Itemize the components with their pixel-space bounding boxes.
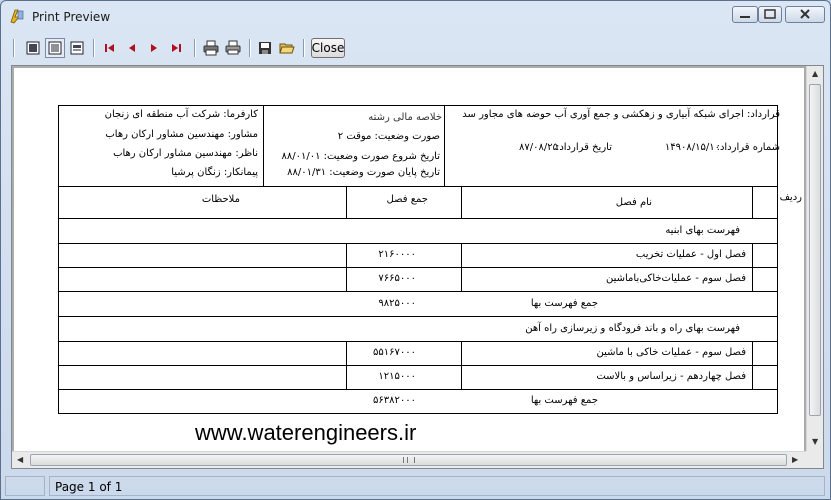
print-button[interactable] [223, 38, 243, 58]
toolbar [11, 36, 822, 62]
toolbar-separator [194, 39, 196, 57]
minimize-icon [733, 7, 757, 22]
horizontal-scroll-thumb[interactable] [30, 454, 787, 466]
group-sum-label: جمع فهرست بها [530, 395, 598, 406]
preview-viewport[interactable] [11, 65, 824, 469]
last-page-icon [170, 42, 182, 54]
chapter-name: فصل سوم - عملیات‌خاکی‌باماشین [605, 273, 746, 284]
group-sum-row [58, 291, 778, 317]
page-width-button[interactable] [67, 38, 87, 58]
close-button[interactable]: Close [311, 38, 345, 58]
save-button[interactable] [255, 38, 275, 58]
chapter-name: فصل اول - عملیات تخریب [635, 249, 746, 260]
next-page-icon [148, 42, 160, 54]
toolbar-separator [249, 39, 251, 57]
group-sum-row [58, 389, 778, 414]
close-icon [786, 7, 824, 22]
prev-page-button[interactable] [122, 38, 142, 58]
chapter-total: ۷۶۶۵۰۰۰ [378, 273, 416, 284]
page-width-icon [70, 41, 84, 55]
print-icon [225, 40, 241, 56]
save-icon [258, 41, 272, 55]
group-sum: ۵۶۳۸۲۰۰۰ [373, 395, 416, 406]
scroll-corner [806, 451, 823, 468]
chapter-name: فصل چهاردهم - زیراساس و بالاست [596, 371, 746, 382]
one-page-button[interactable] [23, 38, 43, 58]
chapter-total: ۵۵۱۶۷۰۰۰ [373, 347, 416, 358]
prev-page-icon [126, 42, 138, 54]
contract-title: قرارداد: اجرای شبکه آبیاری و زهکشی و جمع آوری آب حوضه های مجاور سد [462, 109, 780, 120]
group-sum: ۹۸۲۵۰۰۰ [378, 298, 416, 309]
first-page-button[interactable] [100, 38, 120, 58]
contractor: پیمانکار: زنگان پرشیا [171, 167, 258, 178]
minimize-button[interactable] [732, 6, 758, 23]
chapter-total: ۲۱۶۰۰۰۰ [378, 249, 416, 260]
title-bar[interactable] [1, 1, 830, 31]
scroll-up-icon[interactable]: ▲ [812, 69, 819, 78]
app-icon [9, 8, 25, 24]
status-bar [1, 474, 830, 500]
employer: کارفرما: شرکت آب منطقه ای زنجان [104, 109, 258, 120]
maximize-button[interactable] [758, 6, 782, 23]
report-page [14, 68, 804, 453]
vertical-scroll-thumb[interactable] [809, 84, 821, 416]
print-setup-icon [203, 40, 219, 56]
statement-end-date: تاریخ پایان صورت وضعیت: ۸۸/۰۱/۳۱ [287, 167, 440, 178]
actual-size-button[interactable] [45, 38, 65, 58]
toolbar-separator [303, 39, 305, 57]
maximize-icon [759, 7, 781, 22]
summary-title: خلاصه مالی رشته [368, 112, 442, 123]
chapter-total: ۱۲۱۵۰۰۰ [378, 371, 416, 382]
status-panel [49, 476, 825, 496]
status-panel-empty [5, 476, 45, 496]
contract-number: ۱۴۹۰۸/۱۵/۱۰ [664, 142, 720, 153]
window-title: Print Preview [32, 10, 111, 24]
toolbar-separator [93, 39, 95, 57]
next-page-button[interactable] [144, 38, 164, 58]
toolbar-grip [13, 39, 15, 57]
actual-size-icon [48, 41, 62, 55]
last-page-button[interactable] [166, 38, 186, 58]
first-page-icon [104, 42, 116, 54]
supervisor: ناظر: مهندسین مشاور ارکان رهاب [113, 148, 258, 159]
contract-date-label: تاریخ قرارداد: [555, 142, 612, 153]
col-row-number: ردیف [779, 192, 802, 203]
contract-number-label: شماره قرارداد: [716, 142, 780, 153]
chapter-name: فصل سوم - عملیات خاکی با ماشین [596, 347, 746, 358]
group-title: فهرست بهای راه و باند فرودگاه و زیرسازی راه آهن [525, 323, 740, 334]
col-chapter-name: نام فصل [615, 197, 652, 208]
col-notes: ملاحظات [201, 194, 240, 205]
scroll-left-icon[interactable]: ◀ [17, 455, 24, 464]
group-title: فهرست بهای ابنیه [665, 225, 740, 236]
col-chapter-total: جمع فصل [386, 194, 428, 205]
window-close-button[interactable] [785, 6, 825, 23]
one-page-icon [26, 41, 40, 55]
vertical-scrollbar[interactable] [806, 66, 823, 451]
consultant: مشاور: مهندسین مشاور ارکان رهاب [105, 129, 258, 140]
open-button[interactable] [277, 38, 297, 58]
horizontal-scrollbar[interactable] [12, 451, 806, 468]
open-icon [279, 41, 295, 55]
contract-date: ۸۷/۰۸/۲۵ [519, 142, 558, 153]
website-watermark: www.waterengineers.ir [195, 420, 417, 445]
print-setup-button[interactable] [201, 38, 221, 58]
group-sum-label: جمع فهرست بها [530, 298, 598, 309]
page-indicator: Page 1 of 1 [55, 480, 123, 494]
grip-icon [403, 457, 415, 463]
scroll-down-icon[interactable]: ▼ [812, 437, 819, 446]
statement-status: صورت وضعیت: موقت ۲ [337, 131, 440, 142]
scroll-right-icon[interactable]: ▶ [792, 455, 799, 464]
statement-start-date: تاریخ شروع صورت وضعیت: ۸۸/۰۱/۰۱ [281, 151, 440, 162]
